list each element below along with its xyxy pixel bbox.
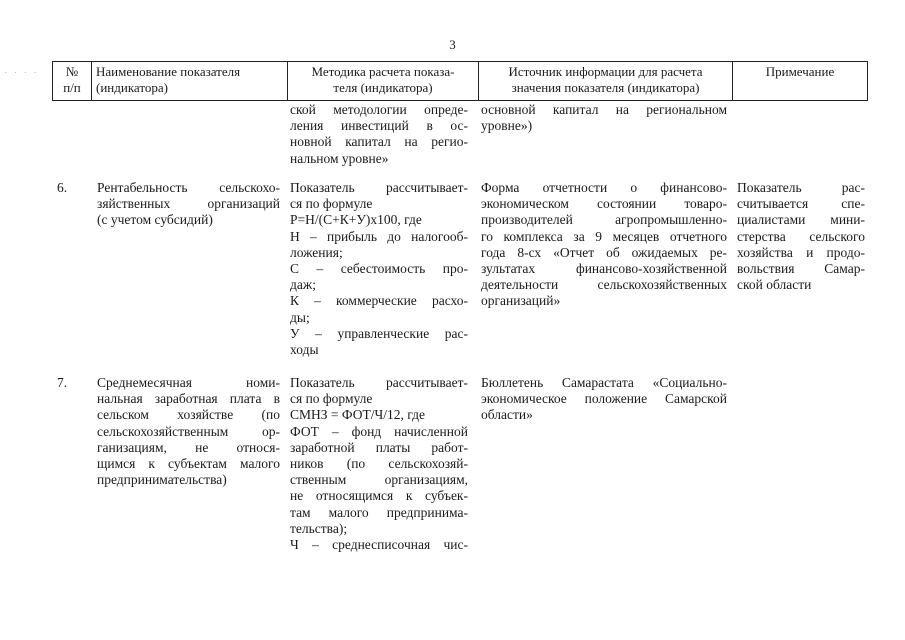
- text-line: Н – прибыль до налогооб-: [290, 228, 468, 244]
- text-line: экономическом состоянии товаро-: [481, 196, 727, 212]
- row-note: [737, 180, 865, 293]
- text-line: К – коммерческие расхо-: [290, 293, 468, 309]
- text-line: стерства сельского: [737, 228, 865, 244]
- text-line: года 8-сх «Отчет об ожидаемых ре-: [481, 244, 727, 260]
- text-line: сельском хозяйстве (по: [97, 407, 280, 423]
- text-line: тельства);: [290, 520, 348, 536]
- row-name: [97, 180, 280, 229]
- text-line: новной капитал на регио-: [290, 134, 468, 150]
- text-line: Форма отчетности о финансово-: [481, 180, 727, 195]
- text-line: производителей агропромышленно-: [481, 212, 727, 228]
- text-line: зультатах финансово-хозяйственной: [481, 260, 727, 276]
- text-line: зяйственных организаций: [97, 196, 280, 212]
- text-line: С – себестоимость про-: [290, 260, 468, 276]
- text-line: го комплекса за 9 месяцев отчетного: [481, 228, 727, 244]
- text-line: циалистами мини-: [737, 212, 865, 228]
- continuation-method: [290, 102, 468, 167]
- text-line: ской области: [737, 277, 812, 293]
- text-line: ся по формуле: [290, 196, 373, 212]
- text-line: щимся к субъектам малого: [97, 455, 280, 471]
- text-line: Показатель рассчитывает-: [290, 180, 468, 195]
- text-line: ся по формуле: [290, 391, 373, 407]
- text-line: ления инвестиций в ос-: [290, 118, 468, 134]
- row-source: [481, 375, 727, 424]
- text-line: нальная заработная плата в: [97, 391, 280, 407]
- row-method: [290, 180, 468, 358]
- text-line: организаций»: [481, 293, 561, 309]
- scan-artifact: · · · ·: [4, 68, 39, 79]
- text-line: Показатель рассчитывает-: [290, 375, 468, 390]
- page-number: 3: [449, 37, 456, 52]
- text-line: уровне»): [481, 118, 533, 134]
- text-line: деятельности сельскохозяйственных: [481, 277, 727, 293]
- text-line: считывается спе-: [737, 196, 865, 212]
- text-line: предпринимательства): [97, 472, 227, 488]
- text-line: Показатель рас-: [737, 180, 865, 195]
- text-line: (с учетом субсидий): [97, 212, 213, 228]
- header-col-number: № п/п: [53, 62, 92, 100]
- text-line: СМНЗ = ФОТ/Ч/12, где: [290, 407, 425, 423]
- text-line: там малого предпринима-: [290, 504, 468, 520]
- text-line: У – управленческие рас-: [290, 325, 468, 341]
- row-method: [290, 375, 468, 553]
- text-line: ложения;: [290, 244, 343, 260]
- text-line: ственным организациям,: [290, 472, 468, 488]
- continuation-source: [481, 102, 727, 134]
- text-line: Среднемесячная номи-: [97, 375, 280, 390]
- text-line: Ч – среднесписочная чис-: [290, 536, 468, 552]
- header-col-name: Наименование показателя (индикатора): [92, 62, 288, 100]
- text-line: нальном уровне»: [290, 150, 389, 166]
- text-line: вольствия Самар-: [737, 260, 865, 276]
- text-line: Р=Н/(С+К+У)х100, где: [290, 212, 422, 228]
- header-col-method: Методика расчета показа- теля (индикатора): [288, 62, 479, 100]
- header-col-source: Источник информации для расчета значения показателя (индикатора): [479, 62, 733, 100]
- text-line: ходы: [290, 341, 319, 357]
- text-line: экономическое положение Самарской: [481, 391, 727, 407]
- header-col-note: Примечание: [765, 64, 835, 79]
- row-source: [481, 180, 727, 310]
- text-line: ников (по сельскохозяй-: [290, 455, 468, 471]
- text-line: хозяйства и продо-: [737, 244, 865, 260]
- text-line: сельскохозяйственным ор-: [97, 423, 280, 439]
- text-line: ФОТ – фонд начисленной: [290, 423, 468, 439]
- text-line: даж;: [290, 277, 316, 293]
- text-line: ской методологии опреде-: [290, 102, 468, 117]
- text-line: Бюллетень Самарастата «Социально-: [481, 375, 727, 390]
- row-number: 7.: [57, 375, 68, 390]
- row-number: 6.: [57, 180, 68, 195]
- text-line: области»: [481, 407, 533, 423]
- text-line: Рентабельность сельскохо-: [97, 180, 280, 195]
- text-line: заработной платы работ-: [290, 439, 468, 455]
- text-line: не относящимся к субъек-: [290, 488, 468, 504]
- text-line: ганизациям, не относя-: [97, 439, 280, 455]
- row-name: [97, 375, 280, 488]
- text-line: основной капитал на региональном: [481, 102, 727, 117]
- text-line: ды;: [290, 309, 310, 325]
- table-header: [52, 61, 868, 101]
